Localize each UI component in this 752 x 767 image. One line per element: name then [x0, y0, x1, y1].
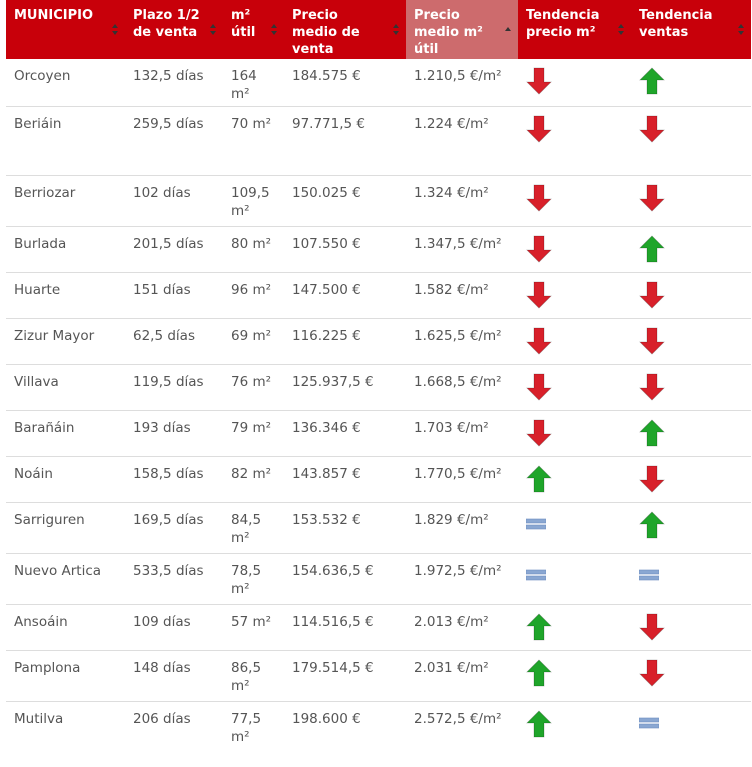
cell-precio: 125.937,5 €	[284, 364, 406, 410]
cell-m2: 82 m²	[223, 456, 284, 502]
cell-preciom2: 1.324 €/m²	[406, 175, 518, 226]
cell-tprecio	[518, 604, 631, 650]
cell-m2: 96 m²	[223, 272, 284, 318]
cell-tprecio	[518, 106, 631, 175]
cell-tventas	[631, 106, 751, 175]
cell-m2: 69 m²	[223, 318, 284, 364]
arrow-up-icon	[639, 67, 665, 95]
cell-precio: 143.857 €	[284, 456, 406, 502]
arrow-down-icon	[639, 373, 665, 401]
col-label: MUNICIPIO	[14, 8, 94, 23]
cell-tprecio	[518, 650, 631, 701]
arrow-up-icon	[526, 465, 552, 493]
table-row	[6, 701, 751, 750]
equal-icon	[526, 517, 546, 531]
cell-m2: 109,5 m²	[223, 175, 284, 226]
table-row	[6, 59, 751, 106]
cell-preciom2: 1.770,5 €/m²	[406, 456, 518, 502]
cell-preciom2: 1.224 €/m²	[406, 106, 518, 175]
cell-plazo: 169,5 días	[125, 502, 223, 553]
cell-m2: 79 m²	[223, 410, 284, 456]
cell-tventas	[631, 553, 751, 604]
arrow-down-icon	[639, 659, 665, 687]
cell-m2: 57 m²	[223, 604, 284, 650]
cell-tventas	[631, 175, 751, 226]
cell-plazo: 206 días	[125, 701, 223, 750]
table-row	[6, 364, 751, 410]
arrow-down-icon	[526, 184, 552, 212]
cell-municipio: Mutilva	[6, 701, 125, 750]
col-header-municipio[interactable]	[6, 0, 125, 59]
cell-tprecio	[518, 456, 631, 502]
arrow-down-icon	[526, 235, 552, 263]
col-header-tprecio[interactable]	[518, 0, 631, 59]
col-label: m² útil	[231, 8, 256, 40]
arrow-up-icon	[639, 235, 665, 263]
cell-tventas	[631, 502, 751, 553]
cell-municipio: Orcoyen	[14, 68, 71, 84]
cell-plazo: 259,5 días	[125, 106, 223, 175]
cell-tventas	[631, 604, 751, 650]
equal-icon	[526, 568, 546, 582]
arrow-down-icon	[639, 281, 665, 309]
cell-tventas	[631, 318, 751, 364]
col-header-plazo[interactable]	[125, 0, 223, 59]
cell-municipio: Pamplona	[6, 650, 125, 701]
cell-plazo: 158,5 días	[125, 456, 223, 502]
cell-tventas	[631, 272, 751, 318]
arrow-down-icon	[526, 327, 552, 355]
cell-precio: 153.532 €	[284, 502, 406, 553]
cell-m2: 70 m²	[223, 106, 284, 175]
cell-tprecio	[518, 701, 631, 750]
cell-municipio: Zizur Mayor	[6, 318, 125, 364]
cell-municipio: Barañáin	[6, 410, 125, 456]
cell-preciom2: 1.829 €/m²	[406, 502, 518, 553]
cell-preciom2: 1.972,5 €/m²	[406, 553, 518, 604]
cell-precio: 116.225 €	[284, 318, 406, 364]
table-row	[6, 226, 751, 272]
cell-plazo: 62,5 días	[125, 318, 223, 364]
cell-m2: 77,5 m²	[223, 701, 284, 750]
cell-precio: 184.575 €	[292, 68, 361, 84]
table-row	[6, 318, 751, 364]
cell-tprecio	[518, 59, 631, 106]
cell-plazo: 102 días	[125, 175, 223, 226]
cell-tprecio	[518, 410, 631, 456]
municipalities-table	[6, 0, 751, 750]
cell-tventas	[631, 364, 751, 410]
cell-tprecio	[518, 318, 631, 364]
table-row	[6, 650, 751, 701]
cell-tventas	[631, 226, 751, 272]
cell-precio: 107.550 €	[284, 226, 406, 272]
cell-precio: 97.771,5 €	[284, 106, 406, 175]
col-header-tventas[interactable]	[631, 0, 751, 59]
table-row	[6, 502, 751, 553]
sort-icon	[210, 24, 217, 36]
cell-plazo: 533,5 días	[125, 553, 223, 604]
cell-precio: 150.025 €	[284, 175, 406, 226]
arrow-down-icon	[639, 184, 665, 212]
cell-tventas	[631, 456, 751, 502]
arrow-down-icon	[526, 67, 552, 95]
cell-precio: 179.514,5 €	[284, 650, 406, 701]
arrow-up-icon	[526, 659, 552, 687]
cell-m2: 86,5 m²	[223, 650, 284, 701]
cell-tprecio	[518, 502, 631, 553]
arrow-down-icon	[639, 465, 665, 493]
cell-precio: 147.500 €	[284, 272, 406, 318]
sort-icon	[393, 24, 400, 36]
col-header-preciom2[interactable]	[406, 0, 518, 59]
cell-plazo: 119,5 días	[125, 364, 223, 410]
cell-municipio: Burlada	[6, 226, 125, 272]
col-header-precio[interactable]	[284, 0, 406, 59]
table-row	[6, 272, 751, 318]
header-row	[6, 0, 751, 59]
cell-tventas	[631, 650, 751, 701]
cell-plazo: 151 días	[125, 272, 223, 318]
arrow-down-icon	[526, 373, 552, 401]
cell-tventas	[631, 410, 751, 456]
cell-precio: 154.636,5 €	[284, 553, 406, 604]
cell-municipio: Sarriguren	[6, 502, 125, 553]
cell-preciom2: 1.210,5 €/m²	[414, 68, 502, 84]
col-label: Plazo 1/2 de venta	[133, 8, 200, 40]
cell-tventas	[631, 701, 751, 750]
table-row	[6, 106, 751, 175]
cell-precio: 198.600 €	[284, 701, 406, 750]
sort-icon	[618, 24, 625, 36]
cell-municipio: Noáin	[6, 456, 125, 502]
table-row	[6, 456, 751, 502]
cell-municipio: Ansoáin	[6, 604, 125, 650]
cell-municipio: Villava	[6, 364, 125, 410]
cell-preciom2: 1.668,5 €/m²	[406, 364, 518, 410]
cell-plazo: 132,5 días	[133, 68, 204, 84]
sort-asc-icon	[505, 24, 512, 36]
cell-m2: 76 m²	[223, 364, 284, 410]
cell-plazo: 148 días	[125, 650, 223, 701]
cell-m2: 78,5 m²	[223, 553, 284, 604]
cell-tprecio	[518, 364, 631, 410]
cell-preciom2: 1.582 €/m²	[406, 272, 518, 318]
cell-preciom2: 1.625,5 €/m²	[406, 318, 518, 364]
cell-preciom2: 1.347,5 €/m²	[406, 226, 518, 272]
col-label: Precio medio de venta	[292, 8, 360, 57]
cell-preciom2: 2.572,5 €/m²	[406, 701, 518, 750]
cell-preciom2: 2.013 €/m²	[406, 604, 518, 650]
cell-plazo: 201,5 días	[125, 226, 223, 272]
cell-tprecio	[518, 175, 631, 226]
cell-tventas	[631, 59, 751, 106]
equal-icon	[639, 568, 659, 582]
arrow-down-icon	[639, 327, 665, 355]
arrow-down-icon	[639, 115, 665, 143]
cell-tprecio	[518, 226, 631, 272]
col-label: Tendencia ventas	[639, 8, 713, 40]
cell-m2: 84,5 m²	[223, 502, 284, 553]
arrow-up-icon	[526, 613, 552, 641]
arrow-down-icon	[526, 115, 552, 143]
table-row	[6, 553, 751, 604]
sort-icon	[271, 24, 278, 36]
col-label: Tendencia precio m²	[526, 8, 600, 40]
col-label: Precio medio m² útil	[414, 8, 483, 57]
cell-precio: 114.516,5 €	[284, 604, 406, 650]
cell-preciom2: 2.031 €/m²	[406, 650, 518, 701]
cell-m2: 164 m²	[231, 68, 257, 102]
cell-municipio: Beriáin	[6, 106, 125, 175]
arrow-down-icon	[526, 281, 552, 309]
col-header-m2[interactable]	[223, 0, 284, 59]
cell-municipio: Huarte	[6, 272, 125, 318]
table-row	[6, 175, 751, 226]
arrow-down-icon	[639, 613, 665, 641]
table-row	[6, 410, 751, 456]
sort-icon	[112, 24, 119, 36]
cell-municipio: Nuevo Artica	[6, 553, 125, 604]
equal-icon	[639, 716, 659, 730]
arrow-up-icon	[639, 419, 665, 447]
arrow-up-icon	[639, 511, 665, 539]
cell-municipio: Berriozar	[6, 175, 125, 226]
cell-tprecio	[518, 553, 631, 604]
cell-preciom2: 1.703 €/m²	[406, 410, 518, 456]
cell-plazo: 109 días	[125, 604, 223, 650]
cell-tprecio	[518, 272, 631, 318]
arrow-up-icon	[526, 710, 552, 738]
sort-icon	[738, 24, 745, 36]
table-row	[6, 604, 751, 650]
cell-m2: 80 m²	[223, 226, 284, 272]
cell-plazo: 193 días	[125, 410, 223, 456]
cell-precio: 136.346 €	[284, 410, 406, 456]
arrow-down-icon	[526, 419, 552, 447]
